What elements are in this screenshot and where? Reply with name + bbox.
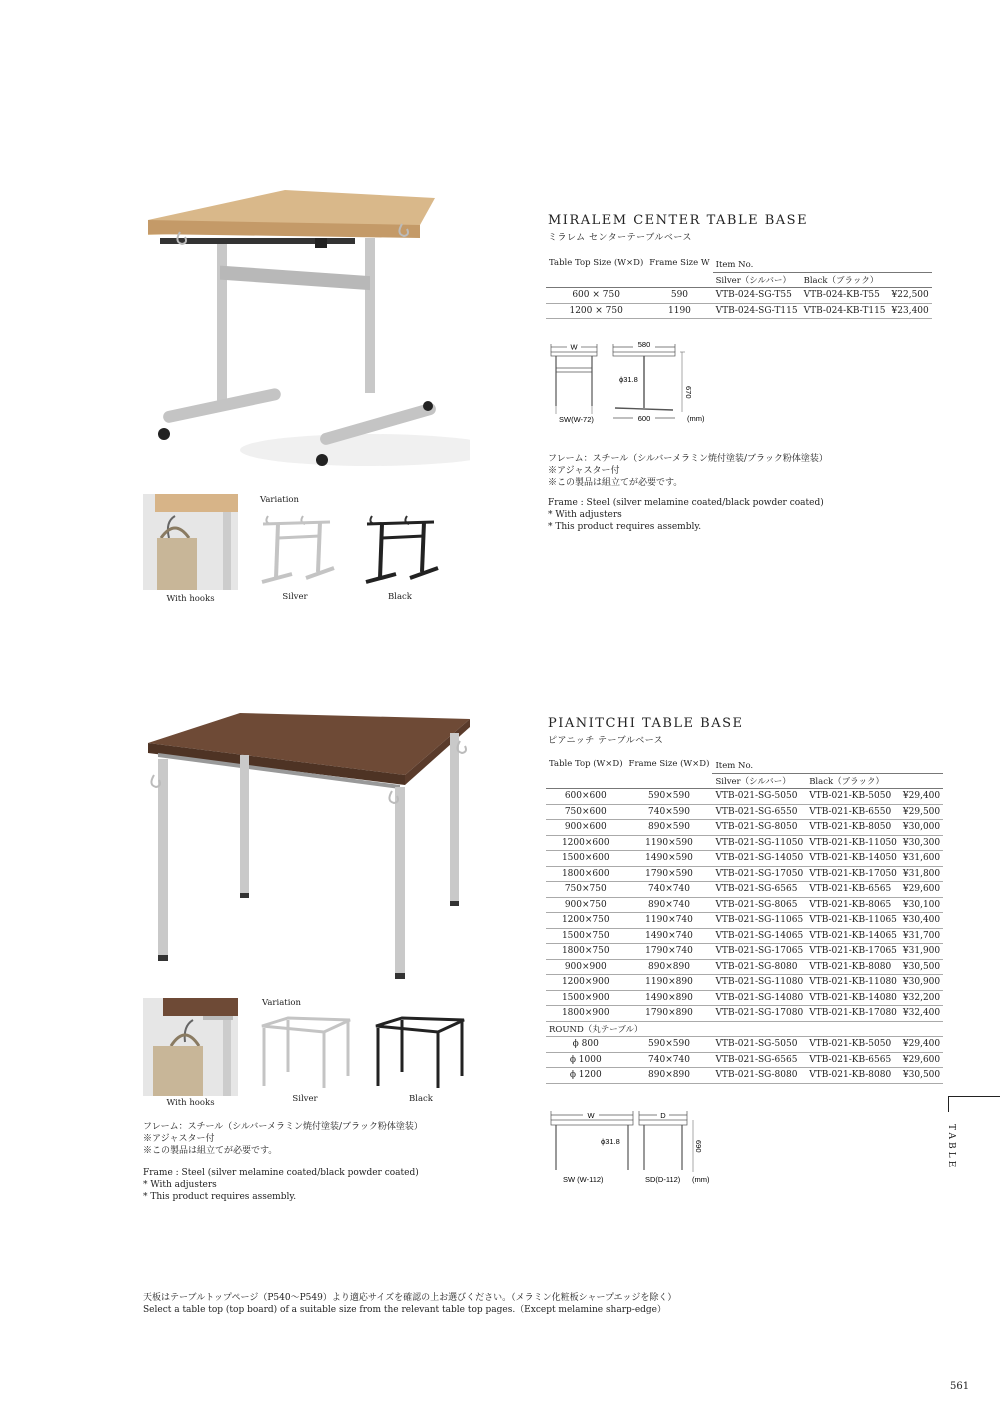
miralem-cell-black: VTB-024-KB-T55 [801,288,889,304]
miralem-cell-frame: 1190 [646,303,712,319]
pianitchi-cell-frame: 1190×740 [626,913,713,929]
pianitchi-cell-frame: 740×590 [626,804,713,820]
miralem-cell-price: ¥22,500 [889,288,932,304]
pianitchi-cell-black: VTB-021-KB-6550 [806,804,900,820]
page-number: 561 [950,1381,970,1392]
pianitchi-cell-frame: 1790×590 [626,866,713,882]
miralem-notes-en [548,497,824,533]
pianitchi-caption-variation: Variation [262,998,302,1008]
pianitchi-black-variant [372,1014,467,1089]
pianitchi-round-cell-frame: 590×590 [626,1037,713,1053]
pianitchi-row [546,928,943,944]
pianitchi-cell-top: 1800×900 [546,1006,626,1022]
pianitchi-row [546,975,943,991]
pianitchi-cell-price: ¥30,100 [900,897,943,913]
pianitchi-cell-top: 1500×600 [546,851,626,867]
pianitchi-notes-jp [143,1121,423,1157]
pianitchi-cell-silver: VTB-021-SG-17065 [712,944,806,960]
pianitchi-cell-silver: VTB-021-SG-14080 [712,990,806,1006]
pianitchi-cell-frame: 890×590 [626,820,713,836]
pianitchi-cell-black: VTB-021-KB-17065 [806,944,900,960]
pianitchi-cell-frame: 1190×890 [626,975,713,991]
miralem-note-en-1: Frame : Steel (silver melamine coated/black powder coated) [548,498,824,508]
pianitchi-cell-black: VTB-021-KB-8065 [806,897,900,913]
pianitchi-cell-price: ¥31,600 [900,851,943,867]
miralem-dim-sw: SW(W-72) [559,415,594,424]
pianitchi-cell-top: 1800×750 [546,944,626,960]
pianitchi-title: PIANITCHI TABLE BASE [548,716,744,731]
pianitchi-round-cell-top: ϕ 800 [546,1037,626,1053]
pianitchi-dim-d: D [660,1111,666,1120]
pianitchi-cell-black: VTB-021-KB-8080 [806,959,900,975]
pianitchi-round-row [546,1052,943,1068]
pianitchi-cell-price: ¥30,900 [900,975,943,991]
pianitchi-note-en-1: Frame : Steel (silver melamine coated/black powder coated) [143,1168,419,1178]
pianitchi-dimension-diagram [545,1108,720,1186]
miralem-cell-frame: 590 [646,288,712,304]
pianitchi-dim-sd: SD(D-112) [645,1175,681,1184]
pianitchi-cell-top: 900×750 [546,897,626,913]
miralem-caption-variation: Variation [260,495,300,505]
pianitchi-dim-mm: (mm) [692,1175,710,1184]
pianitchi-caption-hooks: With hooks [166,1098,215,1108]
pianitchi-cell-frame: 590×590 [626,789,713,805]
miralem-dim-w: W [570,342,578,352]
miralem-note-en-3: * This product requires assembly. [548,522,702,532]
pianitchi-cell-black: VTB-021-KB-17050 [806,866,900,882]
pianitchi-cell-frame: 1490×740 [626,928,713,944]
miralem-header-black: Black（ブラック） [801,272,889,288]
pianitchi-note-jp-1: フレーム：スチール（シルバーメラミン焼付塗装/ブラック粉体塗装） [143,1122,423,1132]
pianitchi-cell-price: ¥32,200 [900,990,943,1006]
miralem-title: MIRALEM CENTER TABLE BASE [548,213,809,228]
pianitchi-subtitle: ピアニッチ テーブルベース [548,736,664,746]
pianitchi-round-cell-top: ϕ 1000 [546,1052,626,1068]
pianitchi-cell-top: 750×750 [546,882,626,898]
pianitchi-cell-black: VTB-021-KB-6565 [806,882,900,898]
side-tab [944,1124,960,1174]
miralem-subtitle: ミラレム センターテーブルベース [548,233,692,243]
miralem-dim-670: 670 [684,386,693,399]
pianitchi-cell-black: VTB-021-KB-5050 [806,789,900,805]
pianitchi-cell-silver: VTB-021-SG-8050 [712,820,806,836]
miralem-heading [548,213,808,243]
pianitchi-cell-price: ¥31,800 [900,866,943,882]
miralem-cell-price: ¥23,400 [889,303,932,319]
pianitchi-cell-frame: 1190×590 [626,835,713,851]
pianitchi-cell-frame: 890×890 [626,959,713,975]
miralem-cell-silver: VTB-024-SG-T115 [713,303,801,319]
miralem-header-silver: Silver（シルバー） [713,272,801,288]
pianitchi-cell-price: ¥30,000 [900,820,943,836]
pianitchi-round-cell-frame: 740×740 [626,1052,713,1068]
pianitchi-cell-silver: VTB-021-SG-8080 [712,959,806,975]
pianitchi-cell-top: 1500×900 [546,990,626,1006]
pianitchi-cell-top: 900×900 [546,959,626,975]
miralem-notes-jp [548,453,828,489]
miralem-header-frame-size: Frame Size W [646,258,712,288]
pianitchi-cell-black: VTB-021-KB-8050 [806,820,900,836]
pianitchi-round-cell-silver: VTB-021-SG-8080 [712,1068,806,1084]
pianitchi-cell-price: ¥30,300 [900,835,943,851]
pianitchi-cell-price: ¥29,600 [900,882,943,898]
miralem-product-photo [140,180,470,480]
pianitchi-cell-black: VTB-021-KB-11080 [806,975,900,991]
pianitchi-cell-black: VTB-021-KB-11050 [806,835,900,851]
pianitchi-round-row [546,1037,943,1053]
miralem-dim-mm: (mm) [687,414,705,423]
pianitchi-cell-silver: VTB-021-SG-5050 [712,789,806,805]
miralem-cell-black: VTB-024-KB-T115 [801,303,889,319]
pianitchi-cell-price: ¥30,400 [900,913,943,929]
miralem-dim-580: 580 [637,340,651,349]
pianitchi-round-cell-top: ϕ 1200 [546,1068,626,1084]
miralem-row [546,288,932,304]
footer-note-jp: 天板はテーブルトップページ（P540～P549）より適応サイズを確認の上お選びください。（メラミン化粧板シャープエッジを除く） [143,1293,677,1303]
pianitchi-note-jp-2: ※アジャスター付 [143,1134,215,1144]
pianitchi-round-cell-black: VTB-021-KB-5050 [806,1037,900,1053]
miralem-caption-hooks: With hooks [166,594,215,604]
pianitchi-cell-silver: VTB-021-SG-11080 [712,975,806,991]
miralem-spec-table [546,258,932,319]
pianitchi-cell-price: ¥29,500 [900,804,943,820]
pianitchi-cell-top: 600×600 [546,789,626,805]
pianitchi-row [546,882,943,898]
pianitchi-cell-top: 1800×600 [546,866,626,882]
pianitchi-row [546,959,943,975]
pianitchi-row [546,804,943,820]
pianitchi-row [546,866,943,882]
pianitchi-dim-sw: SW (W-112) [563,1175,604,1184]
pianitchi-cell-silver: VTB-021-SG-8065 [712,897,806,913]
miralem-note-en-2: * With adjusters [548,510,622,520]
pianitchi-cell-frame: 890×740 [626,897,713,913]
pianitchi-spec-table [546,759,943,1084]
miralem-caption-black: Black [388,592,412,602]
miralem-silver-variant [258,512,338,588]
pianitchi-silver-variant [258,1014,353,1089]
pianitchi-round-cell-silver: VTB-021-SG-5050 [712,1037,806,1053]
pianitchi-cell-silver: VTB-021-SG-6550 [712,804,806,820]
pianitchi-cell-frame: 1490×890 [626,990,713,1006]
pianitchi-cell-black: VTB-021-KB-17080 [806,1006,900,1022]
pianitchi-header-frame-size: Frame Size (W×D) [626,759,713,789]
pianitchi-note-en-3: * This product requires assembly. [143,1192,297,1202]
pianitchi-cell-frame: 1790×740 [626,944,713,960]
pianitchi-round-cell-price: ¥30,500 [900,1068,943,1084]
pianitchi-cell-top: 750×600 [546,804,626,820]
pianitchi-row [546,990,943,1006]
pianitchi-cell-top: 900×600 [546,820,626,836]
pianitchi-round-cell-price: ¥29,400 [900,1037,943,1053]
miralem-note-jp-3: ※この製品は組立てが必要です。 [548,478,683,488]
miralem-cell-silver: VTB-024-SG-T55 [713,288,801,304]
pianitchi-dim-w: W [587,1111,595,1120]
pianitchi-row [546,913,943,929]
pianitchi-round-cell-black: VTB-021-KB-6565 [806,1052,900,1068]
pianitchi-row [546,789,943,805]
pianitchi-hooks-photo [143,998,238,1096]
side-tab-label: TABLE [946,1124,956,1171]
pianitchi-round-cell-black: VTB-021-KB-8080 [806,1068,900,1084]
pianitchi-row [546,1006,943,1022]
pianitchi-cell-silver: VTB-021-SG-17050 [712,866,806,882]
miralem-dim-phi: ϕ31.8 [619,375,638,384]
miralem-cell-top: 1200 × 750 [546,303,646,319]
miralem-black-variant [362,512,442,588]
pianitchi-cell-price: ¥31,900 [900,944,943,960]
pianitchi-row [546,835,943,851]
pianitchi-dim-phi: ϕ31.8 [601,1137,620,1146]
pianitchi-round-cell-silver: VTB-021-SG-6565 [712,1052,806,1068]
pianitchi-cell-frame: 1490×590 [626,851,713,867]
pianitchi-cell-silver: VTB-021-SG-11065 [712,913,806,929]
pianitchi-row [546,820,943,836]
pianitchi-row [546,944,943,960]
pianitchi-dim-690: 690 [694,1140,703,1153]
pianitchi-round-label: ROUND（丸テーブル） [546,1021,943,1037]
miralem-header-item-no: Item No. [713,258,932,272]
pianitchi-cell-frame: 1790×890 [626,1006,713,1022]
miralem-row [546,303,932,319]
pianitchi-cell-silver: VTB-021-SG-17080 [712,1006,806,1022]
miralem-cell-top: 600 × 750 [546,288,646,304]
miralem-dimension-diagram [545,338,705,426]
pianitchi-cell-price: ¥32,400 [900,1006,943,1022]
miralem-note-jp-2: ※アジャスター付 [548,466,620,476]
pianitchi-cell-black: VTB-021-KB-11065 [806,913,900,929]
pianitchi-round-cell-price: ¥29,600 [900,1052,943,1068]
pianitchi-row [546,851,943,867]
pianitchi-cell-black: VTB-021-KB-14050 [806,851,900,867]
pianitchi-round-row [546,1068,943,1084]
miralem-caption-silver: Silver [282,592,308,602]
pianitchi-heading [548,716,744,746]
pianitchi-cell-black: VTB-021-KB-14080 [806,990,900,1006]
pianitchi-cell-top: 1500×750 [546,928,626,944]
footer-note [143,1292,676,1316]
pianitchi-row [546,897,943,913]
pianitchi-cell-silver: VTB-021-SG-6565 [712,882,806,898]
miralem-dim-600: 600 [637,414,651,423]
pianitchi-cell-top: 1200×750 [546,913,626,929]
footer-note-en: Select a table top (top board) of a suitable size from the relevant table top pages.（Except melamine sharp-edge） [143,1305,666,1315]
pianitchi-cell-black: VTB-021-KB-14065 [806,928,900,944]
pianitchi-caption-black: Black [409,1094,433,1104]
pianitchi-header-top-size: Table Top (W×D) [546,759,626,789]
pianitchi-cell-silver: VTB-021-SG-14065 [712,928,806,944]
pianitchi-note-jp-3: ※この製品は組立てが必要です。 [143,1146,278,1156]
pianitchi-notes-en [143,1167,419,1203]
miralem-note-jp-1: フレーム：スチール（シルバーメラミン焼付塗装/ブラック粉体塗装） [548,454,828,464]
pianitchi-round-cell-frame: 890×890 [626,1068,713,1084]
pianitchi-cell-price: ¥30,500 [900,959,943,975]
miralem-header-top-size: Table Top Size (W×D) [546,258,646,288]
pianitchi-cell-silver: VTB-021-SG-11050 [712,835,806,851]
pianitchi-header-silver: Silver（シルバー） [712,773,806,789]
pianitchi-header-black: Black（ブラック） [806,773,900,789]
pianitchi-header-item-no: Item No. [712,759,943,773]
side-tab-bracket [948,1096,1000,1112]
pianitchi-cell-top: 1200×900 [546,975,626,991]
pianitchi-caption-silver: Silver [292,1094,318,1104]
pianitchi-cell-frame: 740×740 [626,882,713,898]
pianitchi-product-photo [140,705,480,990]
pianitchi-cell-price: ¥31,700 [900,928,943,944]
miralem-hooks-photo [143,494,238,590]
pianitchi-cell-price: ¥29,400 [900,789,943,805]
pianitchi-note-en-2: * With adjusters [143,1180,217,1190]
pianitchi-cell-top: 1200×600 [546,835,626,851]
pianitchi-cell-silver: VTB-021-SG-14050 [712,851,806,867]
